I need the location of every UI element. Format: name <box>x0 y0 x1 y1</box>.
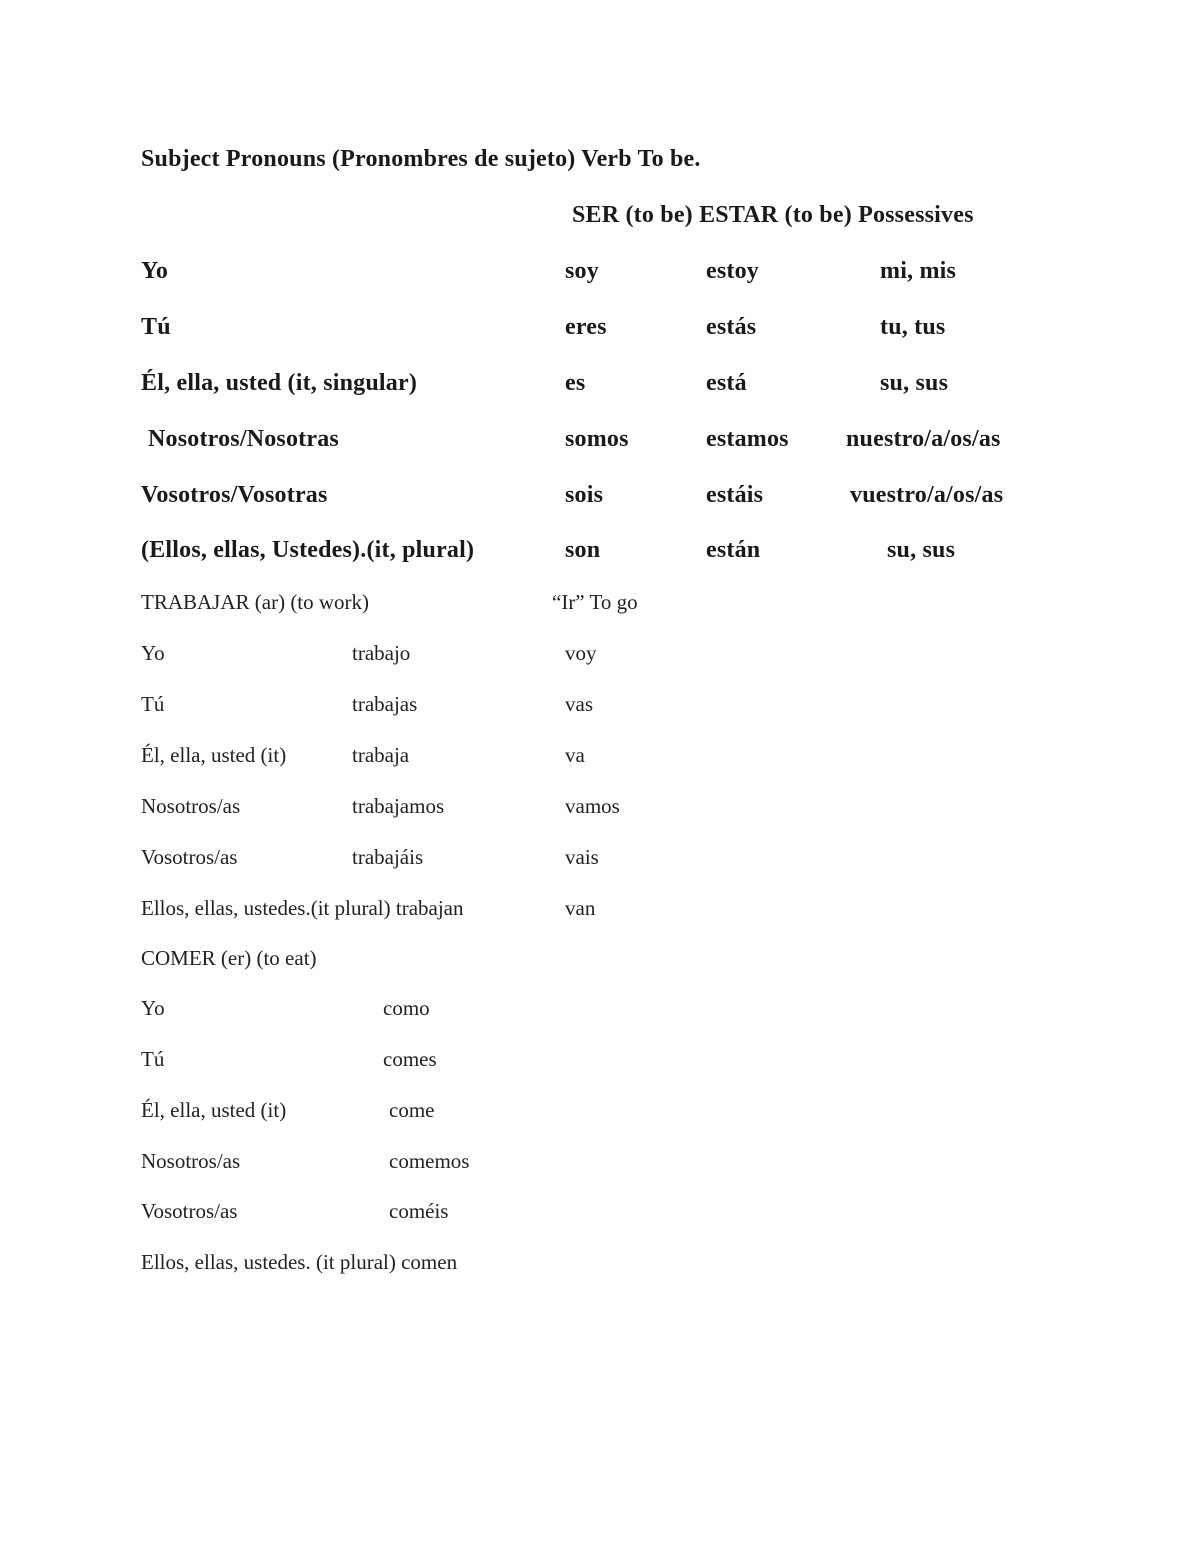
trabajar-row-pronoun: Ellos, ellas, ustedes.(it plural) trabajan <box>141 896 464 920</box>
ir-form: vais <box>565 845 599 869</box>
comer-row-pronoun: Él, ella, usted (it) <box>141 1098 287 1122</box>
comer-form: como <box>383 996 430 1020</box>
comer-heading: COMER (er) (to eat) <box>141 946 317 970</box>
comer-row-pronoun: Yo <box>141 996 165 1020</box>
trabajar-form: trabaja <box>352 743 410 767</box>
comer-form: comes <box>383 1047 437 1071</box>
ser-row-pronoun: Tú <box>141 314 171 340</box>
trabajar-row-pronoun: Nosotros/as <box>141 794 241 818</box>
estar-form: están <box>706 537 761 563</box>
estar-form: estás <box>706 314 757 340</box>
estar-form: estamos <box>706 426 789 452</box>
ir-heading: “Ir” To go <box>552 590 638 614</box>
comer-form: come <box>389 1098 435 1122</box>
ser-form: eres <box>565 314 607 340</box>
possessive-form: vuestro/a/os/as <box>850 482 1004 508</box>
comer-row-pronoun: Nosotros/as <box>141 1149 241 1173</box>
estar-form: está <box>706 370 747 396</box>
ir-form: van <box>565 896 596 920</box>
ser-form: son <box>565 537 601 563</box>
ir-form: vas <box>565 692 593 716</box>
ser-row-pronoun: (Ellos, ellas, Ustedes).(it, plural) <box>141 537 475 563</box>
trabajar-row-pronoun: Yo <box>141 641 165 665</box>
trabajar-heading: TRABAJAR (ar) (to work) <box>141 590 370 614</box>
trabajar-row-pronoun: Tú <box>141 692 165 716</box>
comer-row-pronoun: Tú <box>141 1047 165 1071</box>
possessive-form: nuestro/a/os/as <box>846 426 1001 452</box>
trabajar-form: trabajo <box>352 641 411 665</box>
comer-row-pronoun: Vosotros/as <box>141 1199 238 1223</box>
estar-form: estoy <box>706 258 759 284</box>
ser-row-pronoun: Él, ella, usted (it, singular) <box>141 370 418 396</box>
ser-estar-header: SER (to be) ESTAR (to be) Possessives <box>572 202 974 228</box>
estar-form: estáis <box>706 482 764 508</box>
ir-form: voy <box>565 641 597 665</box>
ser-row-pronoun: Nosotros/Nosotras <box>148 426 339 452</box>
ser-row-pronoun: Yo <box>141 258 169 284</box>
ir-form: va <box>565 743 585 767</box>
possessive-form: su, sus <box>880 370 949 396</box>
comer-form: comemos <box>389 1149 470 1173</box>
possessive-form: su, sus <box>887 537 956 563</box>
trabajar-form: trabajas <box>352 692 418 716</box>
ser-form: somos <box>565 426 629 452</box>
ser-row-pronoun: Vosotros/Vosotras <box>141 482 328 508</box>
ser-form: es <box>565 370 586 396</box>
trabajar-row-pronoun: Él, ella, usted (it) <box>141 743 287 767</box>
ser-form: sois <box>565 482 604 508</box>
page-title: Subject Pronouns (Pronombres de sujeto) Verb To be. <box>141 146 701 172</box>
ir-form: vamos <box>565 794 620 818</box>
comer-row-pronoun: Ellos, ellas, ustedes. (it plural) comen <box>141 1250 458 1274</box>
trabajar-row-pronoun: Vosotros/as <box>141 845 238 869</box>
possessive-form: mi, mis <box>880 258 957 284</box>
comer-form: coméis <box>389 1199 449 1223</box>
trabajar-form: trabajáis <box>352 845 424 869</box>
ser-form: soy <box>565 258 599 284</box>
possessive-form: tu, tus <box>880 314 946 340</box>
trabajar-form: trabajamos <box>352 794 445 818</box>
